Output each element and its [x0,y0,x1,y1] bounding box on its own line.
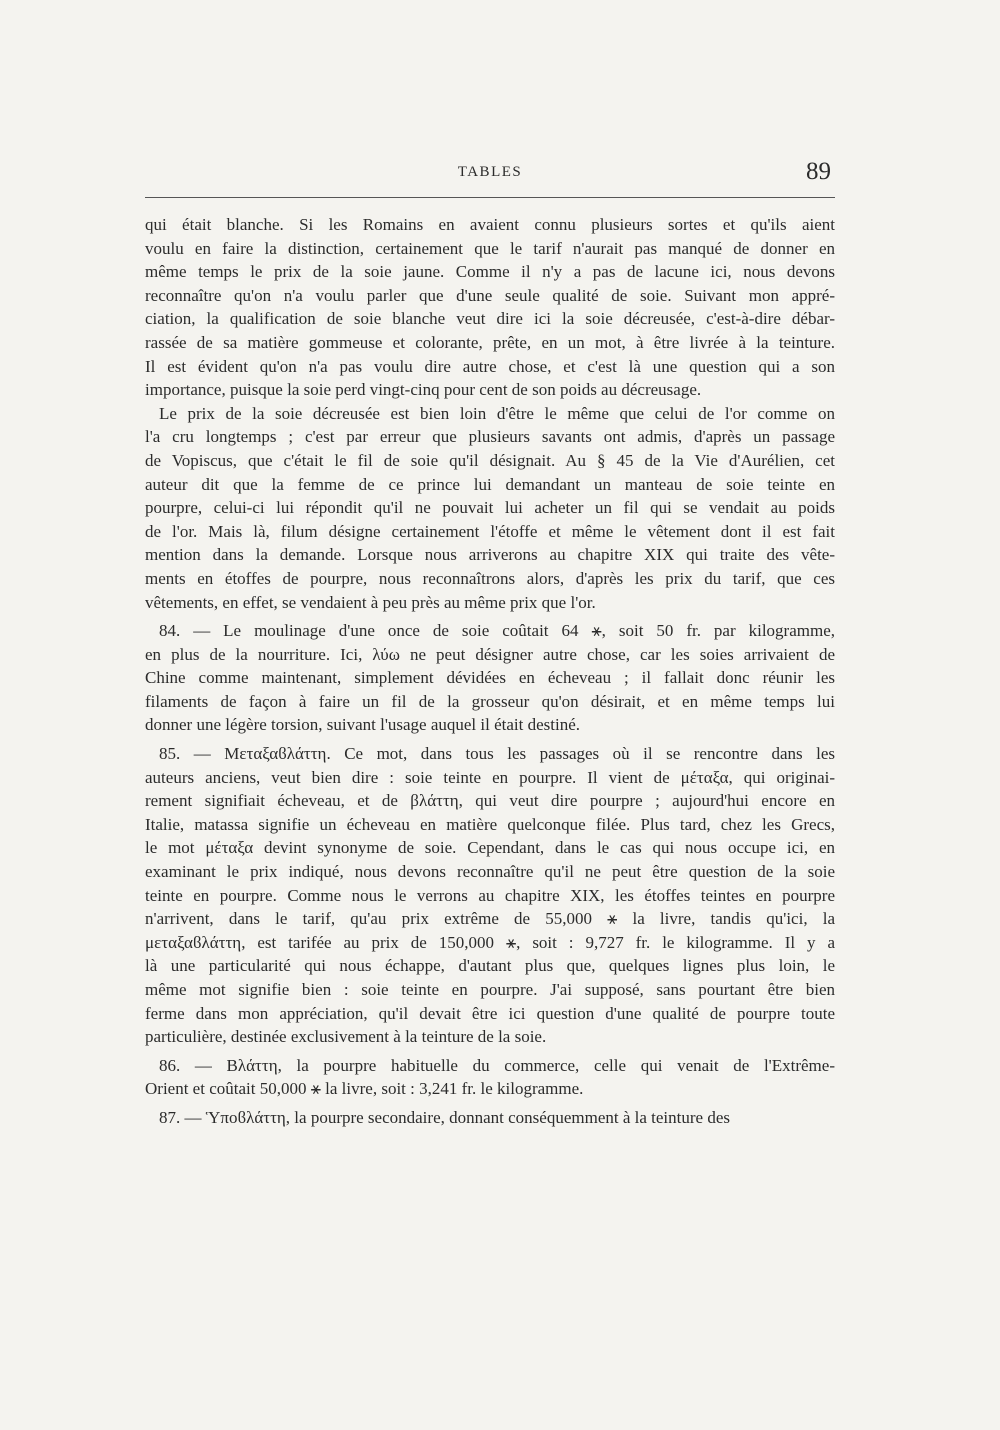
text-line: même temps le prix de la soie jaune. Comme il n'y a pas de lacune ici, nous devons [145,262,835,282]
text-line: qui était blanche. Si les Romains en avaient connu plusieurs sortes et qu'ils aient [145,215,835,234]
text-line: 84. — Le moulinage d'une once de soie coûtait 64 ⚹, soit 50 fr. par kilogramme, [159,621,835,641]
text-line: rement signifiait écheveau, et de βλάττη, qui veut dire pourpre ; aujourd'hui encore en [145,791,835,811]
paragraph [145,1054,835,1101]
text-line: examinant le prix indiqué, nous devons reconnaître qu'il ne peut être question de la soie [145,862,835,882]
text-line: voulu en faire la distinction, certainement que le tarif n'aurait pas manqué de donner en [145,238,835,258]
text-line: là une particularité qui nous échappe, d'autant plus que, quelques lignes plus loin, le [145,956,835,976]
text-line: auteurs anciens, veut bien dire : soie teinte en pourpre. Il vient de μέταξα, qui originai- [145,767,835,787]
text-line: donner une légère torsion, suivant l'usage auquel il était destiné. [145,715,581,735]
text-line: μεταξαϐλάττη, est tarifée au prix de 150,000 ⚹, soit : 9,727 fr. le kilogramme. Il y a [145,932,835,952]
text-line: filaments de façon à faire un fil de la grosseur qu'on désirait, et en même temps lui [145,691,835,711]
paragraph [145,619,835,737]
text-line: reconnaître qu'on n'a voulu parler que d'une seule qualité de soie. Suivant mon appré- [145,285,835,305]
text-line: de Vopiscus, que c'était le fil de soie qu'il désignait. Au § 45 de la Vie d'Aurélien, cet [145,450,835,470]
text-line: même mot signifie bien : soie teinte en pourpre. J'ai supposé, sans pourtant être bien [145,980,835,999]
text-line: ments en étoffes de pourpre, nous reconnaîtrons alors, d'après les prix du tarif, que ces [145,568,835,588]
text-line: ciation, la qualification de soie blanche veut dire ici la soie décreusée, c'est-à-dire débar- [145,309,835,329]
text-line: rassée de sa matière gommeuse et colorante, prête, en un mot, à être livrée à la teinture. [145,332,835,352]
text-line: de l'or. Mais là, filum désigne certainement l'étoffe et même le vêtement dont il est fait [145,521,835,541]
text-line: le mot μέταξα devint synonyme de soie. Cependant, dans le cas qui nous occupe ici, en [145,838,835,858]
text-line: ferme dans mon appréciation, qu'il devait être ici question d'une qualité de pourpre toute [145,1003,835,1023]
paragraph [145,1106,835,1130]
header-rule [145,197,835,198]
text-line: particulière, destinée exclusivement à la teinture de la soie. [145,1027,547,1047]
paragraph [145,742,835,1049]
page-number: 89 [806,158,831,185]
text-line: 86. — Βλάττη, la pourpre habituelle du commerce, celle qui venait de l'Extrême- [159,1055,835,1075]
paragraph [145,402,835,614]
text-line: 87. — Ὑποϐλάττη, la pourpre secondaire, donnant conséquemment à la teinture des [159,1107,730,1127]
text-line: l'a cru longtemps ; c'est par erreur que plusieurs savants ont admis, d'après un passage [145,427,835,447]
text-line: Le prix de la soie décreusée est bien loin d'être le même que celui de l'or comme on [159,403,835,423]
text-line: Il est évident qu'on n'a pas voulu dire autre chose, et c'est là une question qui a son [145,356,835,376]
page-header [145,160,835,192]
text-line: pourpre, celui-ci lui répondit qu'il ne pouvait lui acheter un fil qui se vendait au poids [145,498,835,518]
text-line: en plus de la nourriture. Ici, λύω ne peut désigner autre chose, car les soies arrivaient de [145,644,835,664]
text-line: Orient et coûtait 50,000 ⚹ la livre, soit : 3,241 fr. le kilogramme. [145,1079,584,1099]
text-line: Italie, matassa signifie un écheveau en matière quelconque filée. Plus tard, chez les Grecs, [145,814,835,834]
text-line: auteur dit que la femme de ce prince lui demandant un manteau de soie teinte en [145,474,835,494]
running-head: TABLES [457,164,523,180]
text-line: mention dans la demande. Lorsque nous arriverons au chapitre XIX qui traite des vête- [145,545,835,565]
text-line: n'arrivent, dans le tarif, qu'au prix extrême de 55,000 ⚹ la livre, tandis qu'ici, la [145,909,835,929]
text-line: Chine comme maintenant, simplement dévidées en écheveau ; il fallait donc réunir les [145,668,835,688]
text-line: vêtements, en effet, se vendaient à peu près au même prix que l'or. [145,592,596,612]
body-text [145,213,835,1130]
paragraph [145,213,835,402]
text-line: 85. — Μεταξαϐλάττη. Ce mot, dans tous les passages où il se rencontre dans les [159,744,835,764]
text-line: teinte en pourpre. Comme nous le verrons au chapitre XIX, les étoffes teintes en pourpre [145,885,835,905]
text-line: importance, puisque la soie perd vingt-cinq pour cent de son poids au décreusage. [145,380,702,400]
